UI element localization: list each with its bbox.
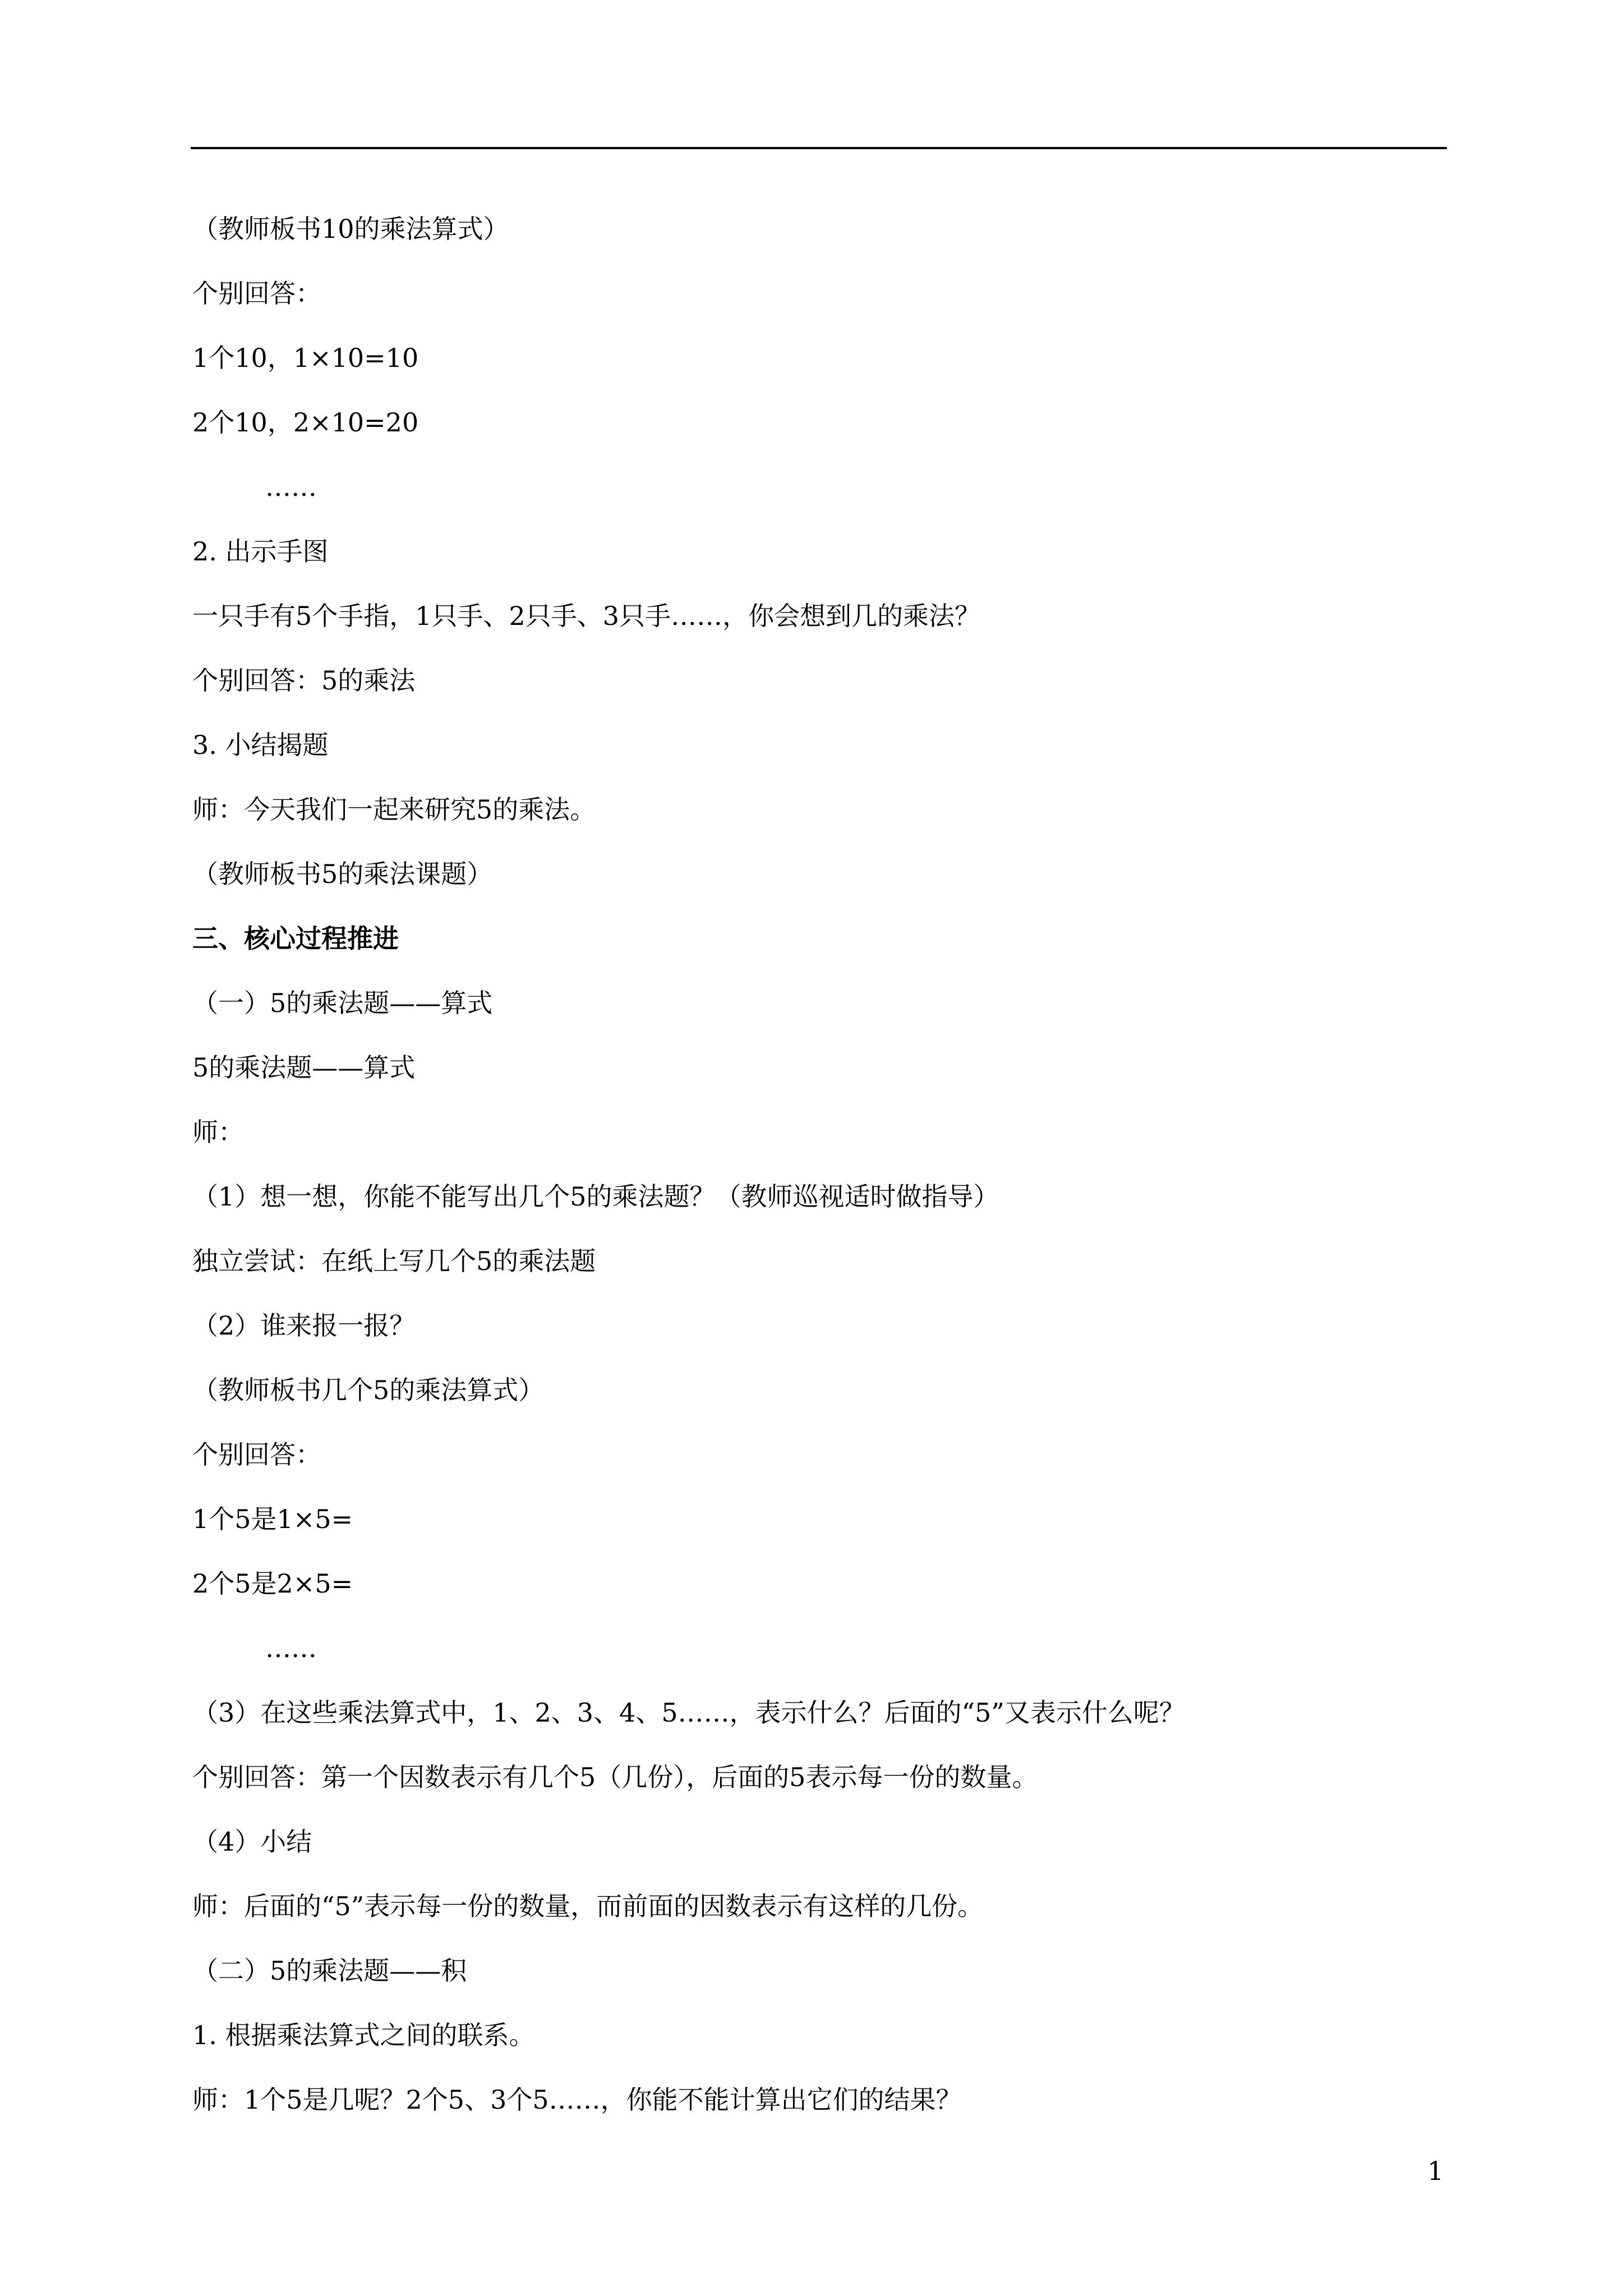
section-heading: 三、核心过程推进 bbox=[192, 923, 399, 954]
text-line: 1个10，1×10=10 bbox=[192, 343, 419, 373]
text-line: 师：今天我们一起来研究5的乘法。 bbox=[192, 794, 596, 825]
text-line: （一）5的乘法题——算式 bbox=[192, 988, 493, 1018]
text-line: 5的乘法题——算式 bbox=[192, 1052, 416, 1083]
text-line: 1个5是1×5= bbox=[192, 1504, 353, 1534]
text-line: （教师板书5的乘法课题） bbox=[192, 859, 493, 889]
text-line: 师：1个5是几呢？2个5、3个5……，你能不能计算出它们的结果？ bbox=[192, 2085, 962, 2115]
header-rule bbox=[191, 147, 1447, 149]
text-line: 2. 出示手图 bbox=[192, 536, 329, 567]
text-line: 师： bbox=[192, 1117, 244, 1147]
text-line: 个别回答： bbox=[192, 1439, 321, 1470]
text-line: 3. 小结揭题 bbox=[192, 730, 329, 760]
ellipsis-line: …… bbox=[265, 1633, 317, 1663]
text-line: （教师板书几个5的乘法算式） bbox=[192, 1375, 545, 1405]
text-line: 1. 根据乘法算式之间的联系。 bbox=[192, 2020, 535, 2050]
ellipsis-line: …… bbox=[265, 472, 317, 502]
text-line: 个别回答：5的乘法 bbox=[192, 665, 416, 696]
text-line: 独立尝试：在纸上写几个5的乘法题 bbox=[192, 1246, 596, 1276]
text-line: 2个10，2×10=20 bbox=[192, 407, 419, 438]
text-line: 个别回答： bbox=[192, 278, 321, 309]
text-line: （3）在这些乘法算式中，1、2、3、4、5……，表示什么？后面的“5”又表示什么呢？ bbox=[192, 1697, 1185, 1728]
page-number: 1 bbox=[1427, 2156, 1444, 2186]
text-line: 一只手有5个手指，1只手、2只手、3只手……，你会想到几的乘法？ bbox=[192, 601, 981, 631]
text-line: 师：后面的“5”表示每一份的数量，而前面的因数表示有这样的几份。 bbox=[192, 1891, 984, 1921]
text-line: （4）小结 bbox=[192, 1826, 312, 1857]
document-body bbox=[192, 212, 1449, 2147]
text-line: 个别回答：第一个因数表示有几个5（几份），后面的5表示每一份的数量。 bbox=[192, 1762, 1038, 1792]
text-line: （2）谁来报一报？ bbox=[192, 1310, 416, 1341]
text-line: （教师板书10的乘法算式） bbox=[192, 214, 509, 244]
text-line: （1）想一想，你能不能写出几个5的乘法题？（教师巡视适时做指导） bbox=[192, 1181, 999, 1212]
text-line: （二）5的乘法题——积 bbox=[192, 1955, 467, 1986]
text-line: 2个5是2×5= bbox=[192, 1568, 353, 1599]
